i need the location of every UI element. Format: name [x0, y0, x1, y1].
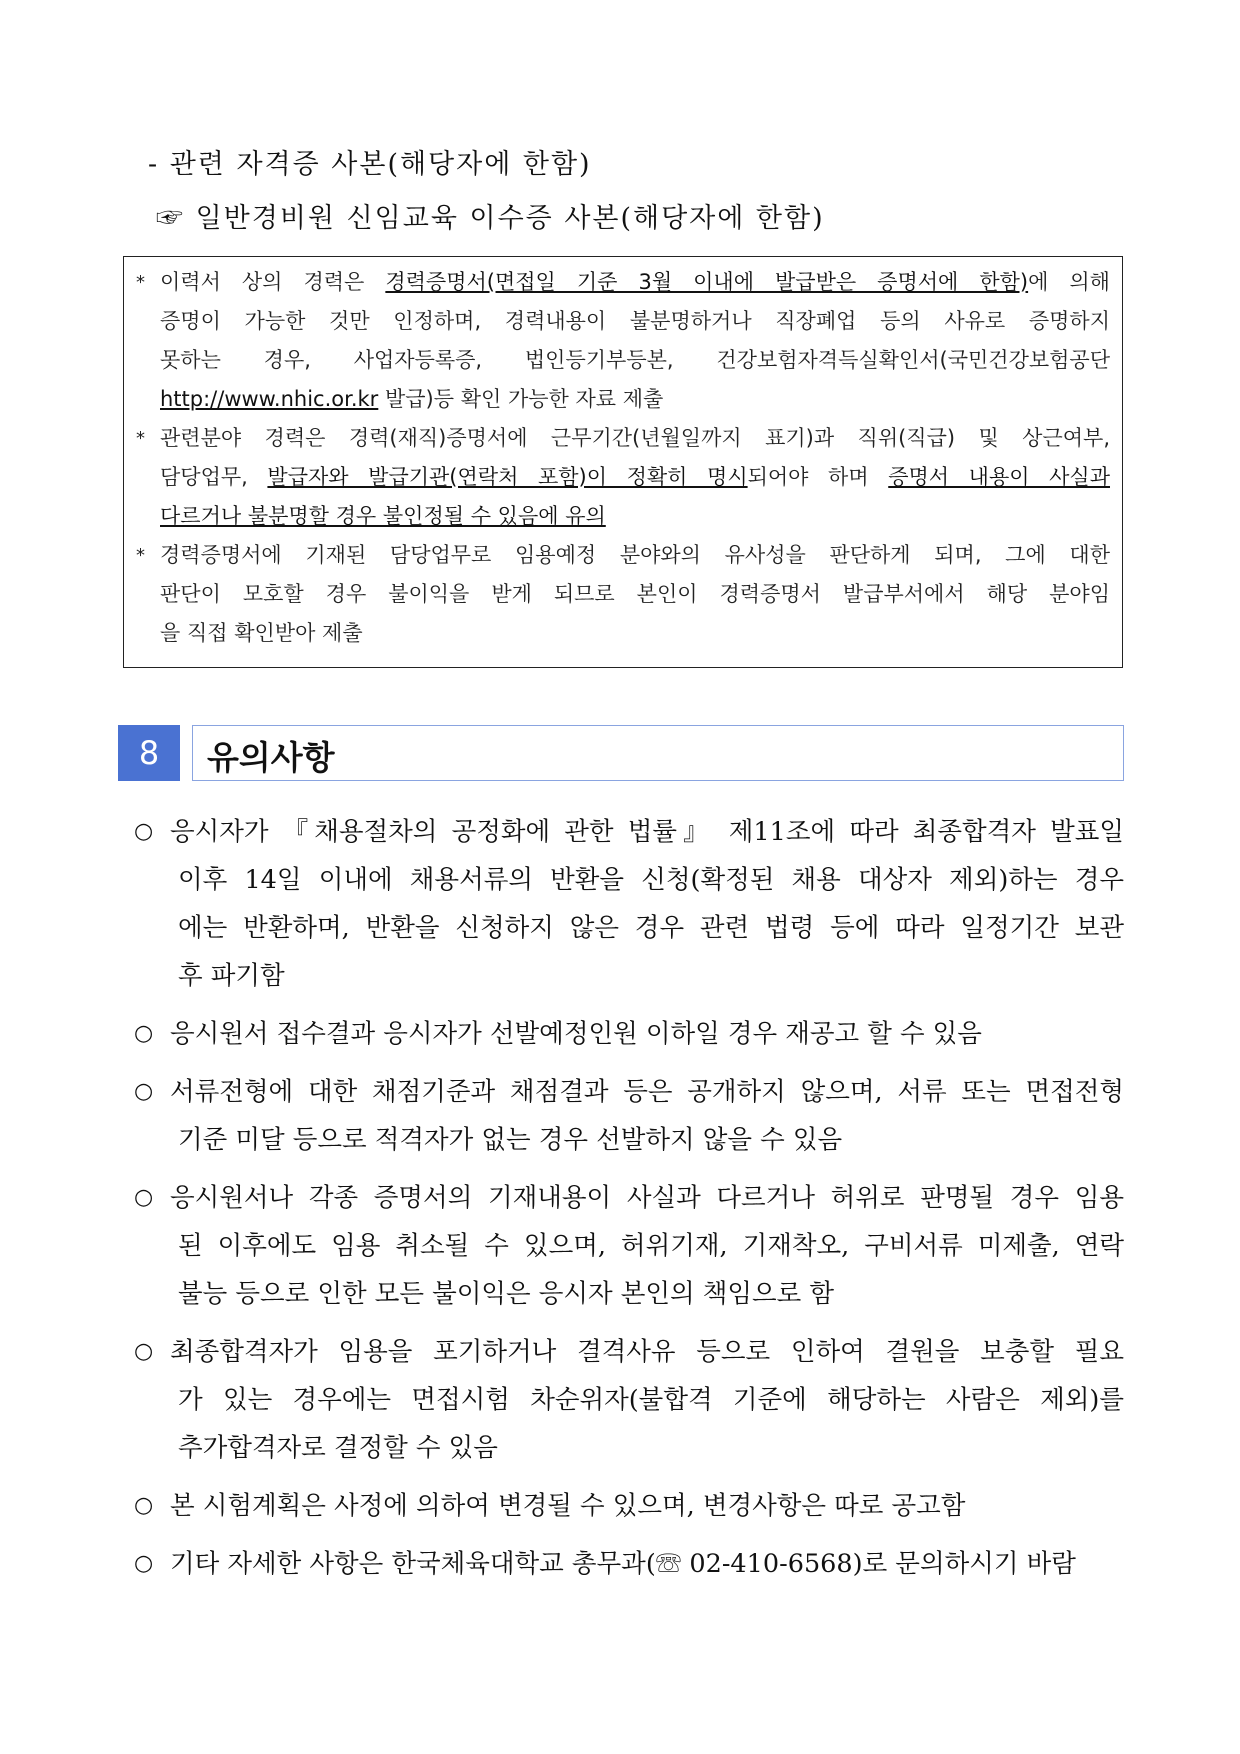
note-text: 발급)등 확인 가능한 자료 제출	[378, 387, 664, 411]
bullet-circle: ○	[134, 819, 154, 844]
note-career-proof	[136, 263, 1110, 419]
note-text: 이력서 상의 경력은	[160, 270, 386, 294]
section-number: 8	[118, 725, 180, 781]
list-item-text: 에는 반환하며, 반환을 신청하지 않은 경우 관련 법령 등에 따라 일정기간 보관	[178, 913, 1124, 943]
list-item-text: 추가합격자로 결정할 수 있음	[178, 1433, 498, 1463]
note-underline: 다르거나 불분명할 경우 불인정될 수 있음에 유의	[160, 504, 606, 528]
bullet-circle: ○	[134, 1339, 154, 1364]
list-item	[134, 1540, 1124, 1588]
note-text: 을 직접 확인받아 제출	[160, 621, 363, 645]
bullet-circle: ○	[134, 1079, 154, 1104]
list-item-text: 가 있는 경우에는 면접시험 차순위자(불합격 기준에 해당하는 사람은 제외)를	[178, 1385, 1124, 1415]
list-item-text: 최종합격자가 임용을 포기하거나 결격사유 등으로 인하여 결원을 보충할 필요	[170, 1337, 1124, 1367]
list-item-text: 응시자가 『채용절차의 공정화에 관한 법률』 제11조에 따라 최종합격자 발표일	[170, 817, 1124, 847]
nhic-link[interactable]: http://www.nhic.or.kr	[160, 387, 379, 411]
note-text: 되어야 하며	[747, 465, 889, 489]
list-item-text: 응시원서나 각종 증명서의 기재내용이 사실과 다르거나 허위로 판명될 경우 임용	[170, 1183, 1124, 1213]
note-text: 판단이 모호할 경우 불이익을 받게 되므로 본인이 경력증명서 발급부서에서 해당 분야임	[160, 582, 1110, 606]
career-notes-box	[123, 256, 1123, 668]
list-item-text: 기타 자세한 사항은 한국체육대학교 총무과(☏ 02-410-6568)로 문의하시기 바람	[170, 1549, 1076, 1579]
bullet-circle: ○	[134, 1021, 154, 1046]
list-item	[134, 1010, 1124, 1058]
list-item-text: 본 시험계획은 사정에 의하여 변경될 수 있으며, 변경사항은 따로 공고함	[170, 1491, 966, 1521]
bullet-circle: ○	[134, 1185, 154, 1210]
note-underline: 증명서 내용이 사실과	[888, 465, 1110, 489]
note-text: 증명이 가능한 것만 인정하며, 경력내용이 불분명하거나 직장폐업 등의 사유로 증명하지	[160, 309, 1110, 333]
required-document-security-training: ☞ 일반경비원 신임교육 이수증 사본(해당자에 한함)	[156, 203, 825, 234]
list-item	[134, 1174, 1124, 1318]
list-item-text: 후 파기함	[178, 961, 285, 991]
list-item-text: 불능 등으로 인한 모든 불이익은 응시자 본인의 책임으로 함	[178, 1279, 835, 1309]
note-star: *	[136, 272, 145, 293]
note-underline: 발급자와 발급기관(연락처 포함)이 정확히 명시	[267, 465, 748, 489]
notice-list	[134, 808, 1124, 1598]
list-item-text: 이후 14일 이내에 채용서류의 반환을 신청(확정된 채용 대상자 제외)하는 경우	[178, 865, 1124, 895]
section-title: 유의사항	[207, 738, 335, 777]
note-duty-similarity	[136, 536, 1110, 653]
note-star: *	[136, 428, 145, 449]
section-title-box	[192, 725, 1124, 781]
note-related-career	[136, 419, 1110, 536]
list-item-text: 서류전형에 대한 채점기준과 채점결과 등은 공개하지 않으며, 서류 또는 면접전형	[170, 1077, 1124, 1107]
list-item	[134, 1328, 1124, 1472]
bullet-circle: ○	[134, 1551, 154, 1576]
bullet-circle: ○	[134, 1493, 154, 1518]
note-text: 담당업무,	[160, 465, 268, 489]
note-star: *	[136, 545, 145, 566]
note-text: 에 의해	[1028, 270, 1110, 294]
note-text: 못하는 경우, 사업자등록증, 법인등기부등본, 건강보험자격득실확인서(국민건강보험공단	[160, 348, 1110, 372]
note-underline: 경력증명서(면접일 기준 3월 이내에 발급받은 증명서에 한함)	[385, 270, 1029, 294]
list-item	[134, 1482, 1124, 1530]
list-item-text: 응시원서 접수결과 응시자가 선발예정인원 이하일 경우 재공고 할 수 있음	[170, 1019, 982, 1049]
note-text: 경력증명서에 기재된 담당업무로 임용예정 분야와의 유사성을 판단하게 되며, 그에 대한	[160, 543, 1110, 567]
list-item	[134, 808, 1124, 1000]
list-item	[134, 1068, 1124, 1164]
list-item-text: 된 이후에도 임용 취소될 수 있으며, 허위기재, 기재착오, 구비서류 미제출, 연락	[178, 1231, 1124, 1261]
list-item-text: 기준 미달 등으로 적격자가 없는 경우 선발하지 않을 수 있음	[178, 1125, 843, 1155]
required-document-certificate: - 관련 자격증 사본(해당자에 한함)	[148, 149, 592, 180]
note-text: 관련분야 경력은 경력(재직)증명서에 근무기간(년월일까지 표기)과 직위(직급) 및 상근여부,	[160, 426, 1110, 450]
